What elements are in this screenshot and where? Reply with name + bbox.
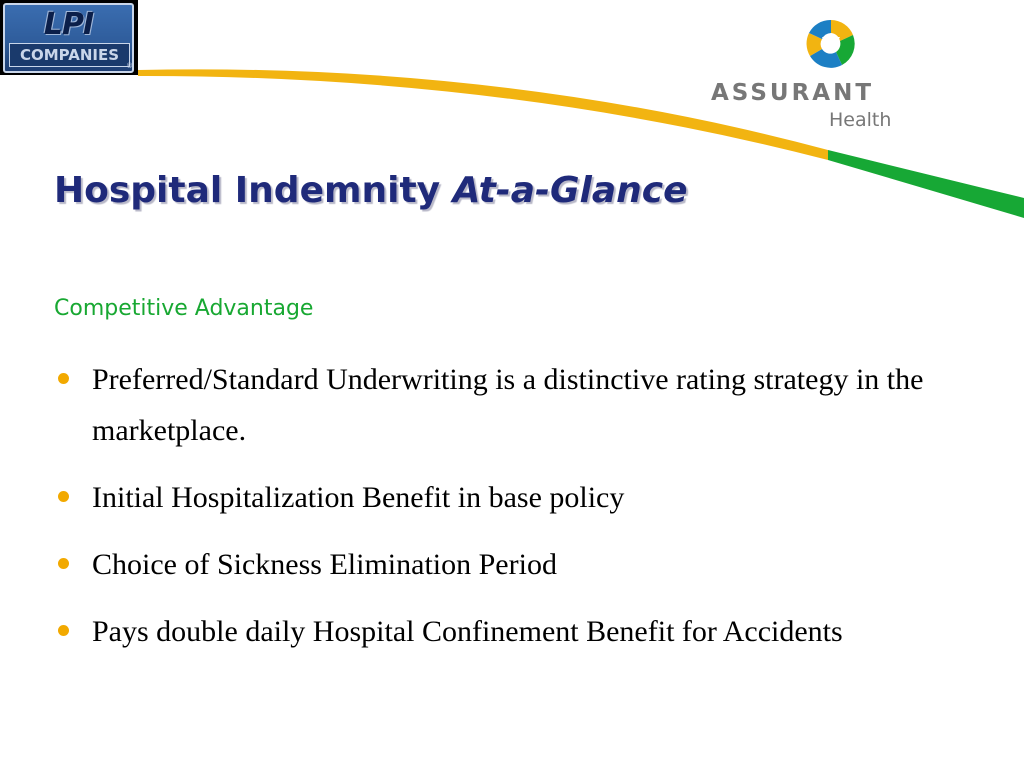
assurant-logo-health: Health bbox=[829, 109, 892, 131]
swoosh-green-band bbox=[828, 150, 1024, 218]
slide-title-main: Hospital Indemnity bbox=[54, 170, 453, 211]
slide-title bbox=[54, 170, 688, 211]
slide-title-italic: At-a-Glance bbox=[452, 170, 688, 211]
section-subtitle: Competitive Advantage bbox=[54, 296, 314, 321]
bullet-dot-icon bbox=[58, 373, 69, 384]
bullet-dot-icon bbox=[58, 625, 69, 636]
bullet-text: Preferred/Standard Underwriting is a distinctive rating strategy in the marketplace. bbox=[92, 363, 924, 447]
bullet-dot-icon bbox=[58, 558, 69, 569]
lpi-logo-badge bbox=[3, 3, 134, 73]
bullet-item bbox=[54, 472, 954, 523]
lpi-companies-logo bbox=[0, 0, 138, 75]
assurant-logo-wordmark: ASSURANT bbox=[711, 80, 875, 106]
bullet-item bbox=[54, 606, 954, 657]
lpi-logo-letters: LPI bbox=[43, 7, 94, 42]
lpi-logo-companies: COMPANIES bbox=[9, 43, 130, 67]
registered-mark: ® bbox=[126, 62, 133, 70]
bullet-item bbox=[54, 539, 954, 590]
bullet-text: Choice of Sickness Elimination Period bbox=[92, 548, 557, 581]
bullet-text: Initial Hospitalization Benefit in base policy bbox=[92, 481, 625, 514]
bullet-text: Pays double daily Hospital Confinement Benefit for Accidents bbox=[92, 615, 843, 648]
bullet-item bbox=[54, 354, 954, 456]
bullet-list bbox=[54, 354, 954, 673]
assurant-logo-icon bbox=[806, 19, 856, 69]
bullet-dot-icon bbox=[58, 491, 69, 502]
